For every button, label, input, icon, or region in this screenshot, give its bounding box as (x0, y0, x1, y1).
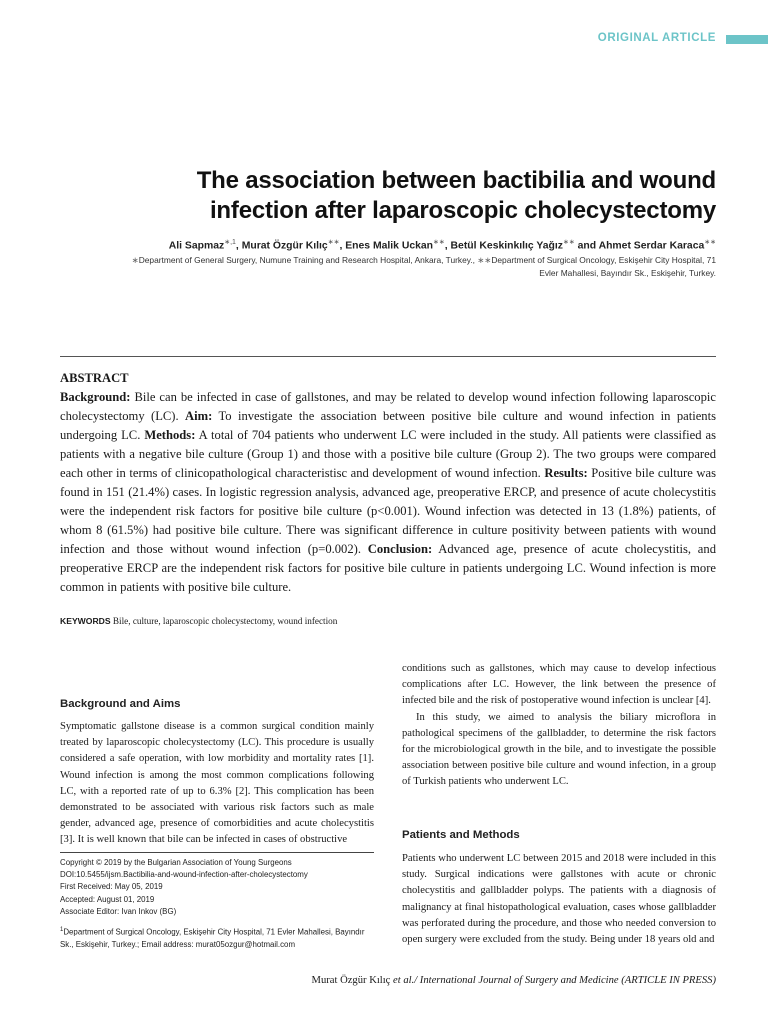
methods-column-text (402, 851, 716, 948)
abstract-heading: ABSTRACT (60, 371, 129, 385)
affiliation-line-2: Evler Mahallesi, Bayındır Sk., Eskişehir, Turkey. (539, 268, 716, 278)
affiliation-mark: ∗∗ (477, 255, 492, 265)
right-column-text (402, 661, 716, 791)
author-sup: ∗∗ (327, 239, 340, 246)
author-sup: ∗,1 (224, 239, 236, 246)
author-sep: , (444, 240, 451, 252)
abstract-divider (60, 356, 716, 357)
article-title (100, 166, 716, 226)
results-label: Results: (544, 466, 588, 480)
conclusion-label: Conclusion: (367, 542, 433, 556)
author-sep: , (235, 240, 242, 252)
doi-note: DOI:10.5455/ijsm.Bactibilia-and-wound-infection-after-cholecystectomy (60, 870, 308, 880)
methods-text: A total of 704 patients who underwent LC were included in the study. All patients were classified as patients with a negative bile culture (Group 1) and those with a positive bile culture (Group 2). The two groups were compared each other in terms of clinicopathological characteristisc and development of wound infection. (60, 428, 717, 480)
running-footer (312, 975, 716, 986)
corr-sup: 1 (60, 927, 64, 934)
affiliations (40, 254, 716, 280)
keywords-text: Bile, culture, laparoscopic cholecystectomy, wound infection (110, 616, 338, 626)
affiliation-mark: ∗ (131, 255, 139, 265)
aim-label: Aim: (185, 409, 213, 423)
author-name: Betül Keskinkılıç Yağız (450, 240, 563, 252)
aim-paragraph: In this study, we aimed to analysis the biliary microflora in pathological specimens of the gallbladder, to determine the risk factors for the microbiological growth in the bile, and to investigate the possible association between positive bile culture and wound infection, in a group of Turkish patients who underwent LC. (402, 711, 716, 788)
keywords (60, 616, 337, 626)
author-sep: and (574, 240, 599, 252)
author-sup: ∗∗ (562, 239, 575, 246)
copyright-note: Copyright © 2019 by the Bulgarian Association of Young Surgeons (60, 858, 292, 867)
author-name: Ahmet Serdar Karaca (598, 240, 705, 252)
accepted-date: Accepted: August 01, 2019 (60, 894, 155, 904)
left-column-text (60, 719, 374, 849)
section-heading-methods: Patients and Methods (402, 829, 520, 841)
affiliation-text: Department of Surgical Oncology, Eskişehir City Hospital, 71 (491, 255, 716, 265)
corr-text: Department of Surgical Oncology, Eskişehir City Hospital, 71 Evler Mahallesi, Bayındır Sk., Eskişehir, Turkey.; Email address: murat05ozgur@hotmail.com (60, 927, 365, 949)
intro-paragraph: conditions such as gallstones, which may cause to develop infectious complications after LC. However, the link between the presence of infected bile and the risk of postoperative wound infection is unclear [4]. (402, 663, 716, 707)
author-name: Murat Özgür Kılıç (241, 240, 328, 252)
methods-label: Methods: (144, 428, 196, 442)
author-sup: ∗∗ (433, 239, 445, 246)
background-paragraph: Symptomatic gallstone disease is a common surgical condition mainly treated by laparoscopic cholecystectomy (LC). This procedure is usually considered a safe operation, with low morbidity and mortality rates [1]. Wound infection is among the most common complications following LC, with a reported rate of up to 6.3% [2]. This complication has been demonstrated to be associated with various risk factors such as male gender, advanced age, presence of comorbidities and acute cholecystitis [3]. It is well known that bile can be infected in cases of obstructive (60, 721, 374, 846)
article-type-bar (726, 35, 768, 44)
keywords-label: KEYWORDS (60, 616, 111, 626)
section-heading-background: Background and Aims (60, 698, 181, 710)
aim-text: To investigate the association between positive bile culture and wound infection in patients undergoing LC. (60, 409, 716, 442)
title-line-1: The association between bactibilia and wound (196, 167, 716, 194)
abstract-body (60, 388, 716, 597)
author-sup: ∗∗ (704, 239, 716, 246)
background-text: Bile can be infected in case of gallstones, and may be related to develop wound infection following laparoscopic cholecystectomy (LC). (60, 390, 716, 423)
background-label: Background: (60, 390, 131, 404)
author-name: Ali Sapmaz (168, 240, 225, 252)
affiliation-line-1 (40, 254, 716, 267)
methods-paragraph: Patients who underwent LC between 2015 and 2018 were included in this study. Surgical indications were gallstones with acute or chronic cholecystitis and gallbladder polyps. The patients with a diagnosis of malignancy at final histopathological evaluation, cases whose gallbladder was perforated during the procedure, and those who needed conversion to open surgery were excluded from the study. Being under 18 years old and (402, 853, 716, 946)
footer-journal: et al./ International Journal of Surgery and Medicine (ARTICLE IN PRESS) (393, 975, 716, 986)
abstract (60, 369, 716, 597)
author-name: Enes Malik Uckan (345, 240, 434, 252)
affiliation-text: Department of General Surgery, Numune Training and Research Hospital, Ankara, Turkey., (138, 255, 478, 265)
footnotes (60, 857, 374, 951)
footnote-divider (60, 852, 374, 853)
conclusion-text: Advanced age, presence of acute cholecystitis, and preoperative ERCP are the independent risk factors for positive bile culture in patients undergoing LC. Wound infection is more common in patients with positive bile culture. (60, 542, 716, 594)
associate-editor: Associate Editor: Ivan Inkov (BG) (60, 906, 177, 916)
author-sep: , (339, 240, 346, 252)
article-type-label: ORIGINAL ARTICLE (597, 32, 716, 44)
footer-author: Murat Özgür Kılıç (311, 975, 394, 986)
author-list (40, 238, 716, 251)
corresponding-address (60, 924, 374, 951)
results-text: Positive bile culture was found in 151 (21.4%) cases. In logistic regression analysis, advanced age, preoperative ERCP, and presence of acute cholecystitis were the independent risk factors for positive bile culture (p<0.001). Wound infection was detected in 13 (1.8%) patients, of whom 8 (61.5%) had positive bile culture. There was significant difference in culture positivity between patients with wound infection and those without wound infection (p=0.002). (60, 466, 716, 556)
received-date: First Received: May 05, 2019 (60, 882, 163, 892)
title-line-2: infection after laparoscopic cholecystectomy (209, 197, 716, 224)
